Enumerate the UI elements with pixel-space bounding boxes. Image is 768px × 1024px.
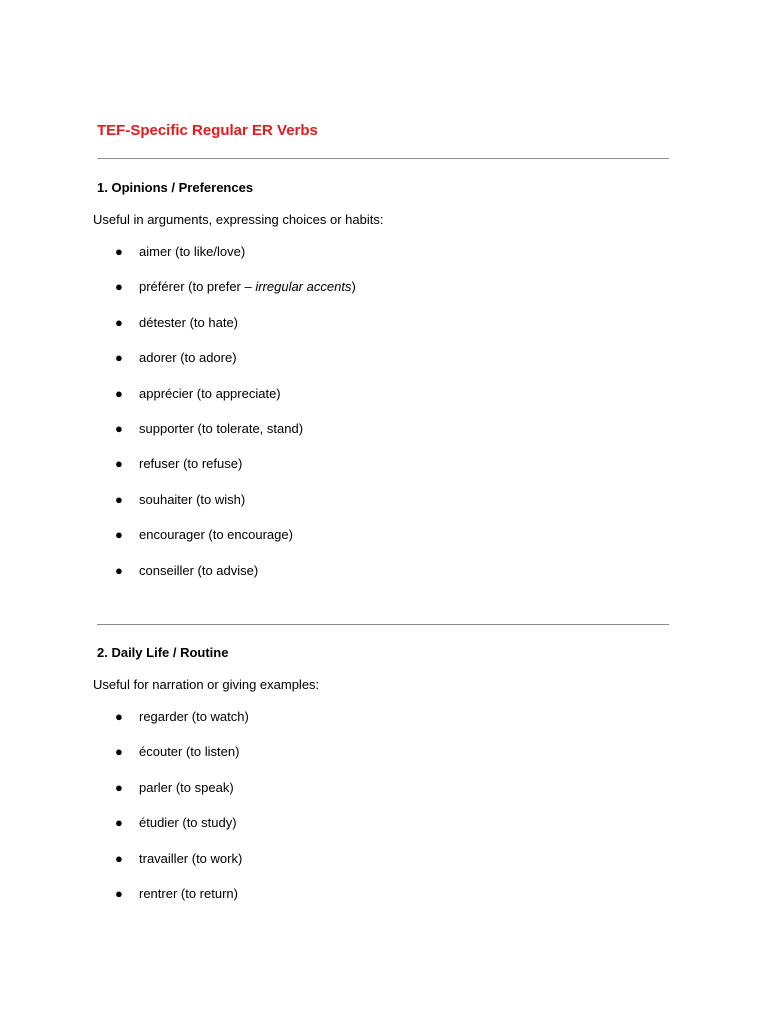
verb-text-emphasis: irregular accents — [255, 279, 352, 294]
bullet-icon: ● — [115, 709, 123, 724]
bullet-icon: ● — [115, 456, 123, 471]
verb-text: écouter (to listen) — [139, 744, 240, 759]
list-item — [0, 348, 600, 368]
list-item — [0, 525, 600, 545]
bullet-icon: ● — [115, 386, 123, 401]
verb-text: aimer (to like/love) — [139, 244, 246, 259]
bullet-icon: ● — [115, 563, 123, 578]
bullet-icon: ● — [115, 744, 123, 759]
section-intro-opinions: Useful in arguments, expressing choices or habits: — [93, 212, 384, 227]
section-heading-daily-life: 2. Daily Life / Routine — [97, 645, 229, 660]
verb-text: apprécier (to appreciate) — [139, 386, 281, 401]
section-heading-opinions: 1. Opinions / Preferences — [97, 180, 254, 195]
list-item — [0, 242, 600, 262]
bullet-icon: ● — [115, 851, 123, 866]
verb-text: refuser (to refuse) — [139, 456, 243, 471]
verb-text: regarder (to watch) — [139, 709, 249, 724]
verb-text-suffix: ) — [351, 279, 356, 294]
list-item — [0, 778, 600, 798]
bullet-icon: ● — [115, 421, 123, 436]
bullet-icon: ● — [115, 315, 123, 330]
bullet-icon: ● — [115, 886, 123, 901]
list-item — [0, 813, 600, 833]
bullet-icon: ● — [115, 815, 123, 830]
verb-text: rentrer (to return) — [139, 886, 238, 901]
list-item — [0, 561, 600, 581]
bullet-icon: ● — [115, 780, 123, 795]
bullet-icon: ● — [115, 244, 123, 259]
list-item — [0, 419, 600, 439]
verb-text: parler (to speak) — [139, 780, 234, 795]
verb-text: encourager (to encourage) — [139, 527, 293, 542]
list-item — [0, 277, 600, 297]
list-item — [0, 742, 600, 762]
verb-text: supporter (to tolerate, stand) — [139, 421, 304, 436]
list-item — [0, 884, 600, 904]
bullet-icon: ● — [115, 492, 123, 507]
document-title: TEF-Specific Regular ER Verbs — [97, 122, 318, 139]
section-intro-daily-life: Useful for narration or giving examples: — [93, 677, 320, 692]
list-item — [0, 384, 600, 404]
list-item — [0, 490, 600, 510]
bullet-icon: ● — [115, 527, 123, 542]
list-item — [0, 707, 600, 727]
verb-text: étudier (to study) — [139, 815, 237, 830]
verb-text: souhaiter (to wish) — [139, 492, 246, 507]
list-item — [0, 849, 600, 869]
bullet-icon: ● — [115, 279, 123, 294]
list-item — [0, 313, 600, 333]
verb-text: conseiller (to advise) — [139, 563, 259, 578]
verb-text-prefix: préférer (to prefer – — [139, 279, 256, 294]
divider — [97, 624, 669, 625]
bullet-icon: ● — [115, 350, 123, 365]
verb-text: travailler (to work) — [139, 851, 243, 866]
verb-text — [139, 277, 356, 297]
verb-text: détester (to hate) — [139, 315, 238, 330]
verb-text: adorer (to adore) — [139, 350, 237, 365]
list-item — [0, 454, 600, 474]
divider — [97, 158, 669, 159]
